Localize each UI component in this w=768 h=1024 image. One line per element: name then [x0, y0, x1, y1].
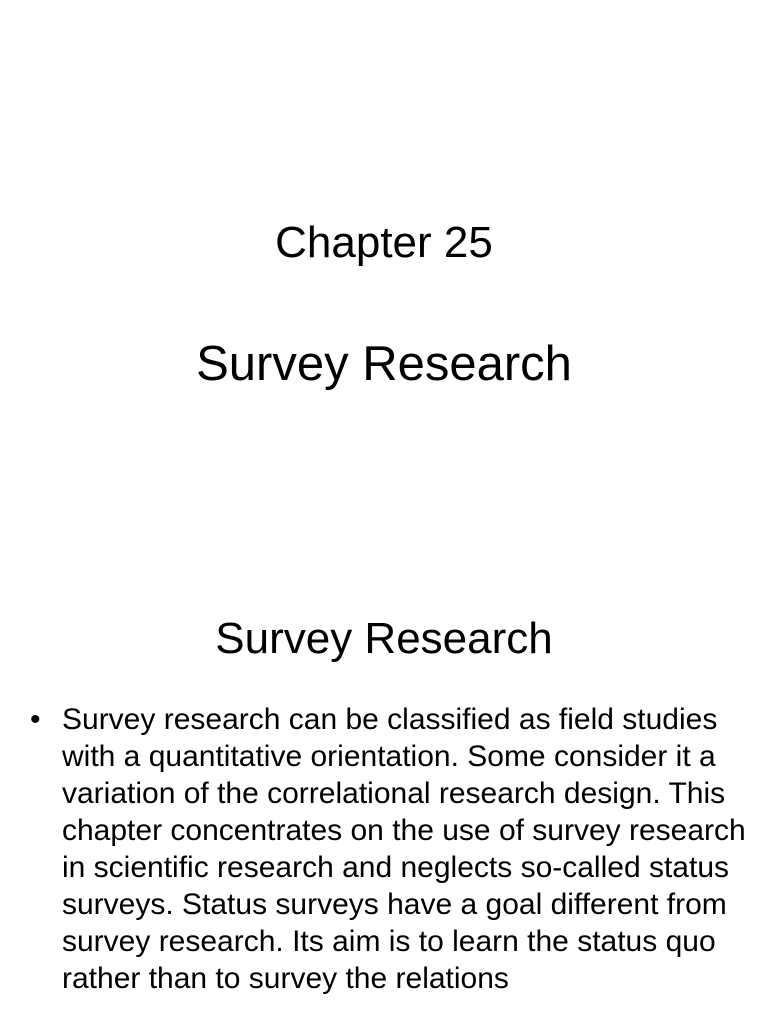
- chapter-subtitle: Survey Research: [196, 337, 572, 391]
- content-slide: [0, 576, 768, 1024]
- bullet-list: [30, 701, 750, 997]
- bullet-icon: •: [30, 703, 41, 736]
- slide-title: Survey Research: [215, 614, 553, 663]
- bullet-text: Survey research can be classified as field studies with a quantitative orientation. Some consider it a variation of the correlational research design. This chapter concentrates on the use of survey research in scientific research and neglects so-called status surveys. Status surveys have a goal different from survey research. Its aim is to learn the status quo rather than to survey the relations: [62, 703, 746, 995]
- bullet-item: [30, 701, 750, 997]
- chapter-title: Chapter 25: [275, 218, 493, 267]
